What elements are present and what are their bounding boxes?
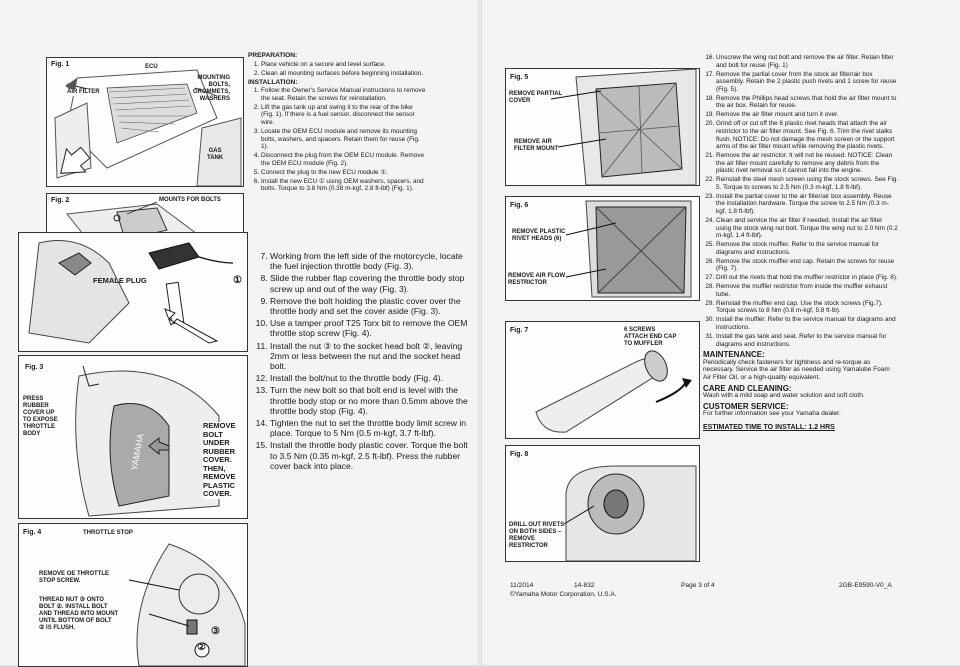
- install-step: 25. Remove the stock muffler. Refer to the service manual for diagrams and instructions.: [716, 241, 899, 256]
- install-step: 13. Turn the new bolt so that bolt end is level with the throttle body stop or no more than 0.5mm above the throttle body stop (Fig. 4).: [270, 385, 474, 416]
- care-text: Wash with a mild soap and water solution and soft cloth.: [703, 392, 865, 400]
- install-step: 12. Install the bolt/nut to the throttle body (Fig. 4).: [270, 373, 474, 383]
- install-step: 27. Drill out the rivets that hold the muffler restrictor in place (Fig. 8).: [716, 274, 899, 282]
- figure-5-drawing: [506, 69, 699, 185]
- air-filter-callout: AIR FILTER: [67, 89, 100, 95]
- estimated-time: ESTIMATED TIME TO INSTALL: 1.2 HRS: [703, 423, 835, 431]
- remove-air-filter-mount-callout: REMOVE AIR FILTER MOUNT: [514, 139, 559, 152]
- ecu-callout: ECU: [145, 64, 158, 70]
- figure-4-label: Fig. 4: [23, 529, 42, 536]
- mounting-bolts-callout: MOUNTING BOLTS, GROMMETS, WASHERS: [193, 75, 230, 102]
- figure-6: [505, 196, 700, 301]
- install-step: 26. Remove the stock muffler end cap. Retain the screws for reuse (Fig. 7).: [716, 258, 899, 273]
- install-step: 1. Follow the Owner's Service Manual instructions to remove the seat. Retain the screws for reinstallation.: [261, 87, 426, 102]
- figure-4: [18, 523, 248, 667]
- figure-8-label: Fig. 8: [510, 451, 529, 458]
- install-step: 21. Remove the air restrictor. It will not be reused. NOTICE: Clean the air filter mount carefully to remove any debris from the plastic rivet removal so it cannot fall into the engine.: [716, 152, 899, 175]
- customer-service-heading: CUSTOMER SERVICE:: [703, 401, 789, 411]
- install-step: 17. Remove the partial cover from the stock air filter/air box assembly. Retain the 2 plastic push rivets and 1 screw for reuse (Fig. 5).: [716, 71, 899, 94]
- install-step: 19. Remove the air filter mount and turn it over.: [716, 111, 899, 119]
- prep-step: 2. Clean all mounting surfaces before beginning installation.: [261, 70, 426, 78]
- gas-tank-callout: GAS TANK: [207, 148, 224, 161]
- install-step: 18. Remove the Phillips head screws that hold the air filter mount to the air box. Retain for reuse.: [716, 95, 899, 110]
- install-step: 2. Lift the gas tank up and swing it to the rear of the bike (Fig. 1). If there is a fuel sensor, disconnect the sensor wire.: [261, 104, 426, 127]
- install-step: 16. Unscrew the wing nut bolt and remove the air filter. Retain filter and bolt for reuse (Fig. 1): [716, 54, 899, 69]
- figure-6-label: Fig. 6: [510, 202, 529, 209]
- figure-5: [505, 68, 700, 186]
- figure-2-label: Fig. 2: [51, 197, 70, 204]
- install-step: 3. Locate the OEM ECU module and remove its mounting bolts, washers, and spacers. Retain them for reuse (Fig. 1).: [261, 128, 426, 151]
- install-step: 24. Clean and service the air filter if needed. Install the air filter using the stock wing nut bolt. Torque the wing nut to 2.0 Nm (0.2 m-kgf, 1.4 ft-lbf).: [716, 217, 899, 240]
- figure-4-drawing: [19, 524, 247, 666]
- svg-text:YAMAHA: YAMAHA: [129, 432, 146, 472]
- maintenance-heading: MAINTENANCE:: [703, 350, 765, 360]
- install-step: 29. Reinstall the muffler end cap. Use the stock screws (Fig.7). Torque screws to 8 Nm (0.8 m-kgf, 5.8 ft-lb).: [716, 300, 899, 315]
- footer-date: 11/2014: [510, 582, 534, 589]
- footer-page: Page 3 of 4: [681, 582, 715, 589]
- figure-3: [18, 355, 248, 519]
- ecu-number-one: ①: [233, 275, 242, 286]
- throttle-stop-title: THROTTLE STOP: [83, 530, 133, 536]
- install-step: 6. Install the new ECU ① using OEM washers, spacers, and bolts. Torque to 3.8 Nm (0.38 m-kgf, 2.8 ft-lbf) (Fig. 1).: [261, 178, 426, 193]
- figure-2-detail: [18, 232, 248, 352]
- figure-3-label: Fig. 3: [25, 364, 44, 371]
- install-step: 20. Grind off or cut off the 6 plastic rivet heads that attach the air restrictor to the air filter mount. See Fig. 6. Trim the rivet stalks flush. NOTICE: Do not damage the mesh screen or the support arms of the air filter mount while removing the plastic rivets.: [716, 120, 899, 150]
- figure-5-label: Fig. 5: [510, 74, 529, 81]
- install-step: 5. Connect the plug to the new ECU module ①.: [261, 169, 426, 177]
- end-cap-screws-callout: 6 SCREWS ATTACH END CAP TO MUFFLER: [624, 327, 677, 347]
- figure-7: [505, 321, 700, 439]
- install-step: 30. Install the muffler. Refer to the service manual for diagrams and instructions.: [716, 316, 899, 331]
- figure-7-label: Fig. 7: [510, 327, 529, 334]
- bolt-number-two: ②: [197, 642, 206, 653]
- thread-nut-callout: THREAD NUT ③ ONTO BOLT ②. INSTALL BOLT AND THREAD INTO MOUNT UNTIL BOTTOM OF BOLT ② IS FLUSH.: [39, 597, 119, 631]
- install-step: 15. Install the throttle body plastic cover. Torque the bolt to 3.5 Nm (0.35 m-kgf, 2.5 ft-lbf). Press the rubber cover back into place.: [270, 440, 474, 471]
- maintenance-text: Periodically check fasteners for tightness and re-torque as necessary. Service the air filter as needed using Yamalube Foam Air Filter Oil, or a high-quality equivalent.: [703, 358, 890, 382]
- press-rubber-callout: PRESS RUBBER COVER UP TO EXPOSE THROTTLE BODY: [23, 396, 58, 437]
- drill-out-rivets-callout: DRILL OUT RIVETS ON BOTH SIDES – REMOVE RESTRICTOR: [509, 522, 565, 549]
- customer-service-text: For further information see your Yamaha dealer.: [703, 410, 841, 418]
- install-step: 11. Install the nut ③ to the socket head bolt ②, leaving 2mm or less between the nut and the socket head bolt.: [270, 341, 474, 372]
- preparation-heading: PREPARATION:: [248, 52, 298, 59]
- install-step: 8. Slide the rubber flap covering the throttle body stop screw up and out of the way (Fig. 3).: [270, 273, 474, 294]
- care-heading: CARE AND CLEANING:: [703, 383, 792, 393]
- remove-partial-cover-callout: REMOVE PARTIAL COVER: [509, 91, 563, 104]
- remove-bolt-callout: REMOVE BOLT UNDER RUBBER COVER. THEN, REMOVE PLASTIC COVER.: [203, 421, 236, 498]
- install-step: 7. Working from the left side of the motorcycle, locate the fuel injection throttle body (Fig. 3).: [270, 251, 474, 272]
- installation-steps-large: [250, 251, 474, 473]
- install-step: 22. Reinstall the steel mesh screen using the stock screws. See Fig. 5. Torque to screws to 2.5 Nm (0.3 m-kgf, 1.8 ft-lbf).: [716, 176, 899, 191]
- mounts-for-bolts-callout: MOUNTS FOR BOLTS: [159, 197, 221, 203]
- preparation-section: [248, 52, 426, 194]
- prep-step: 1. Place vehicle on a secure and level surface.: [261, 61, 426, 69]
- figure-8: [505, 445, 700, 562]
- install-step: 10. Use a tamper proof T25 Torx bit to remove the OEM throttle stop screw (Fig. 4).: [270, 318, 474, 339]
- install-step: 28. Remove the muffler restrictor from inside the muffler exhaust tube.: [716, 283, 899, 298]
- figure-1-label: Fig. 1: [51, 61, 70, 68]
- footer-copyright: ©Yamaha Motor Corporation, U.S.A.: [510, 591, 617, 598]
- nut-number-three: ③: [211, 626, 220, 637]
- remove-air-flow-restrictor-callout: REMOVE AIR FLOW RESTRICTOR: [508, 273, 566, 286]
- page-fold: [478, 0, 482, 665]
- remove-rivet-heads-callout: REMOVE PLASTIC RIVET HEADS (6): [512, 229, 566, 242]
- install-step: 9. Remove the bolt holding the plastic cover over the throttle body and set the cover aside (Fig. 3).: [270, 296, 474, 317]
- right-steps-section: [703, 54, 899, 432]
- install-step: 4. Disconnect the plug from the OEM ECU module. Remove the OEM ECU module (Fig. 2).: [261, 152, 426, 167]
- install-step: 23. Install the partial cover to the air filter/air box assembly. Reuse the installation hardware. Torque the screw to 2.5 Nm (0.3 m-kgf, 1.8 ft-lbf).: [716, 193, 899, 216]
- footer-part-number: 2GB-E9590-V0_A: [839, 582, 892, 589]
- footer-code: 14-832: [574, 582, 595, 589]
- female-plug-callout: FEMALE PLUG: [93, 276, 147, 285]
- install-step: 31. Install the gas tank and seat. Refer to the service manual for diagrams and instructions.: [716, 333, 899, 348]
- figure-2-detail-drawing: [19, 233, 247, 351]
- figure-1: [46, 57, 244, 187]
- install-step: 14. Tighten the nut to set the throttle body limit screw in place. Torque to 5 Nm (0.5 m-kgf, 3.7 ft-lbf).: [270, 418, 474, 439]
- installation-heading: INSTALLATION:: [248, 78, 298, 86]
- remove-throttle-stop-callout: REMOVE OE THROTTLE STOP SCREW.: [39, 571, 110, 584]
